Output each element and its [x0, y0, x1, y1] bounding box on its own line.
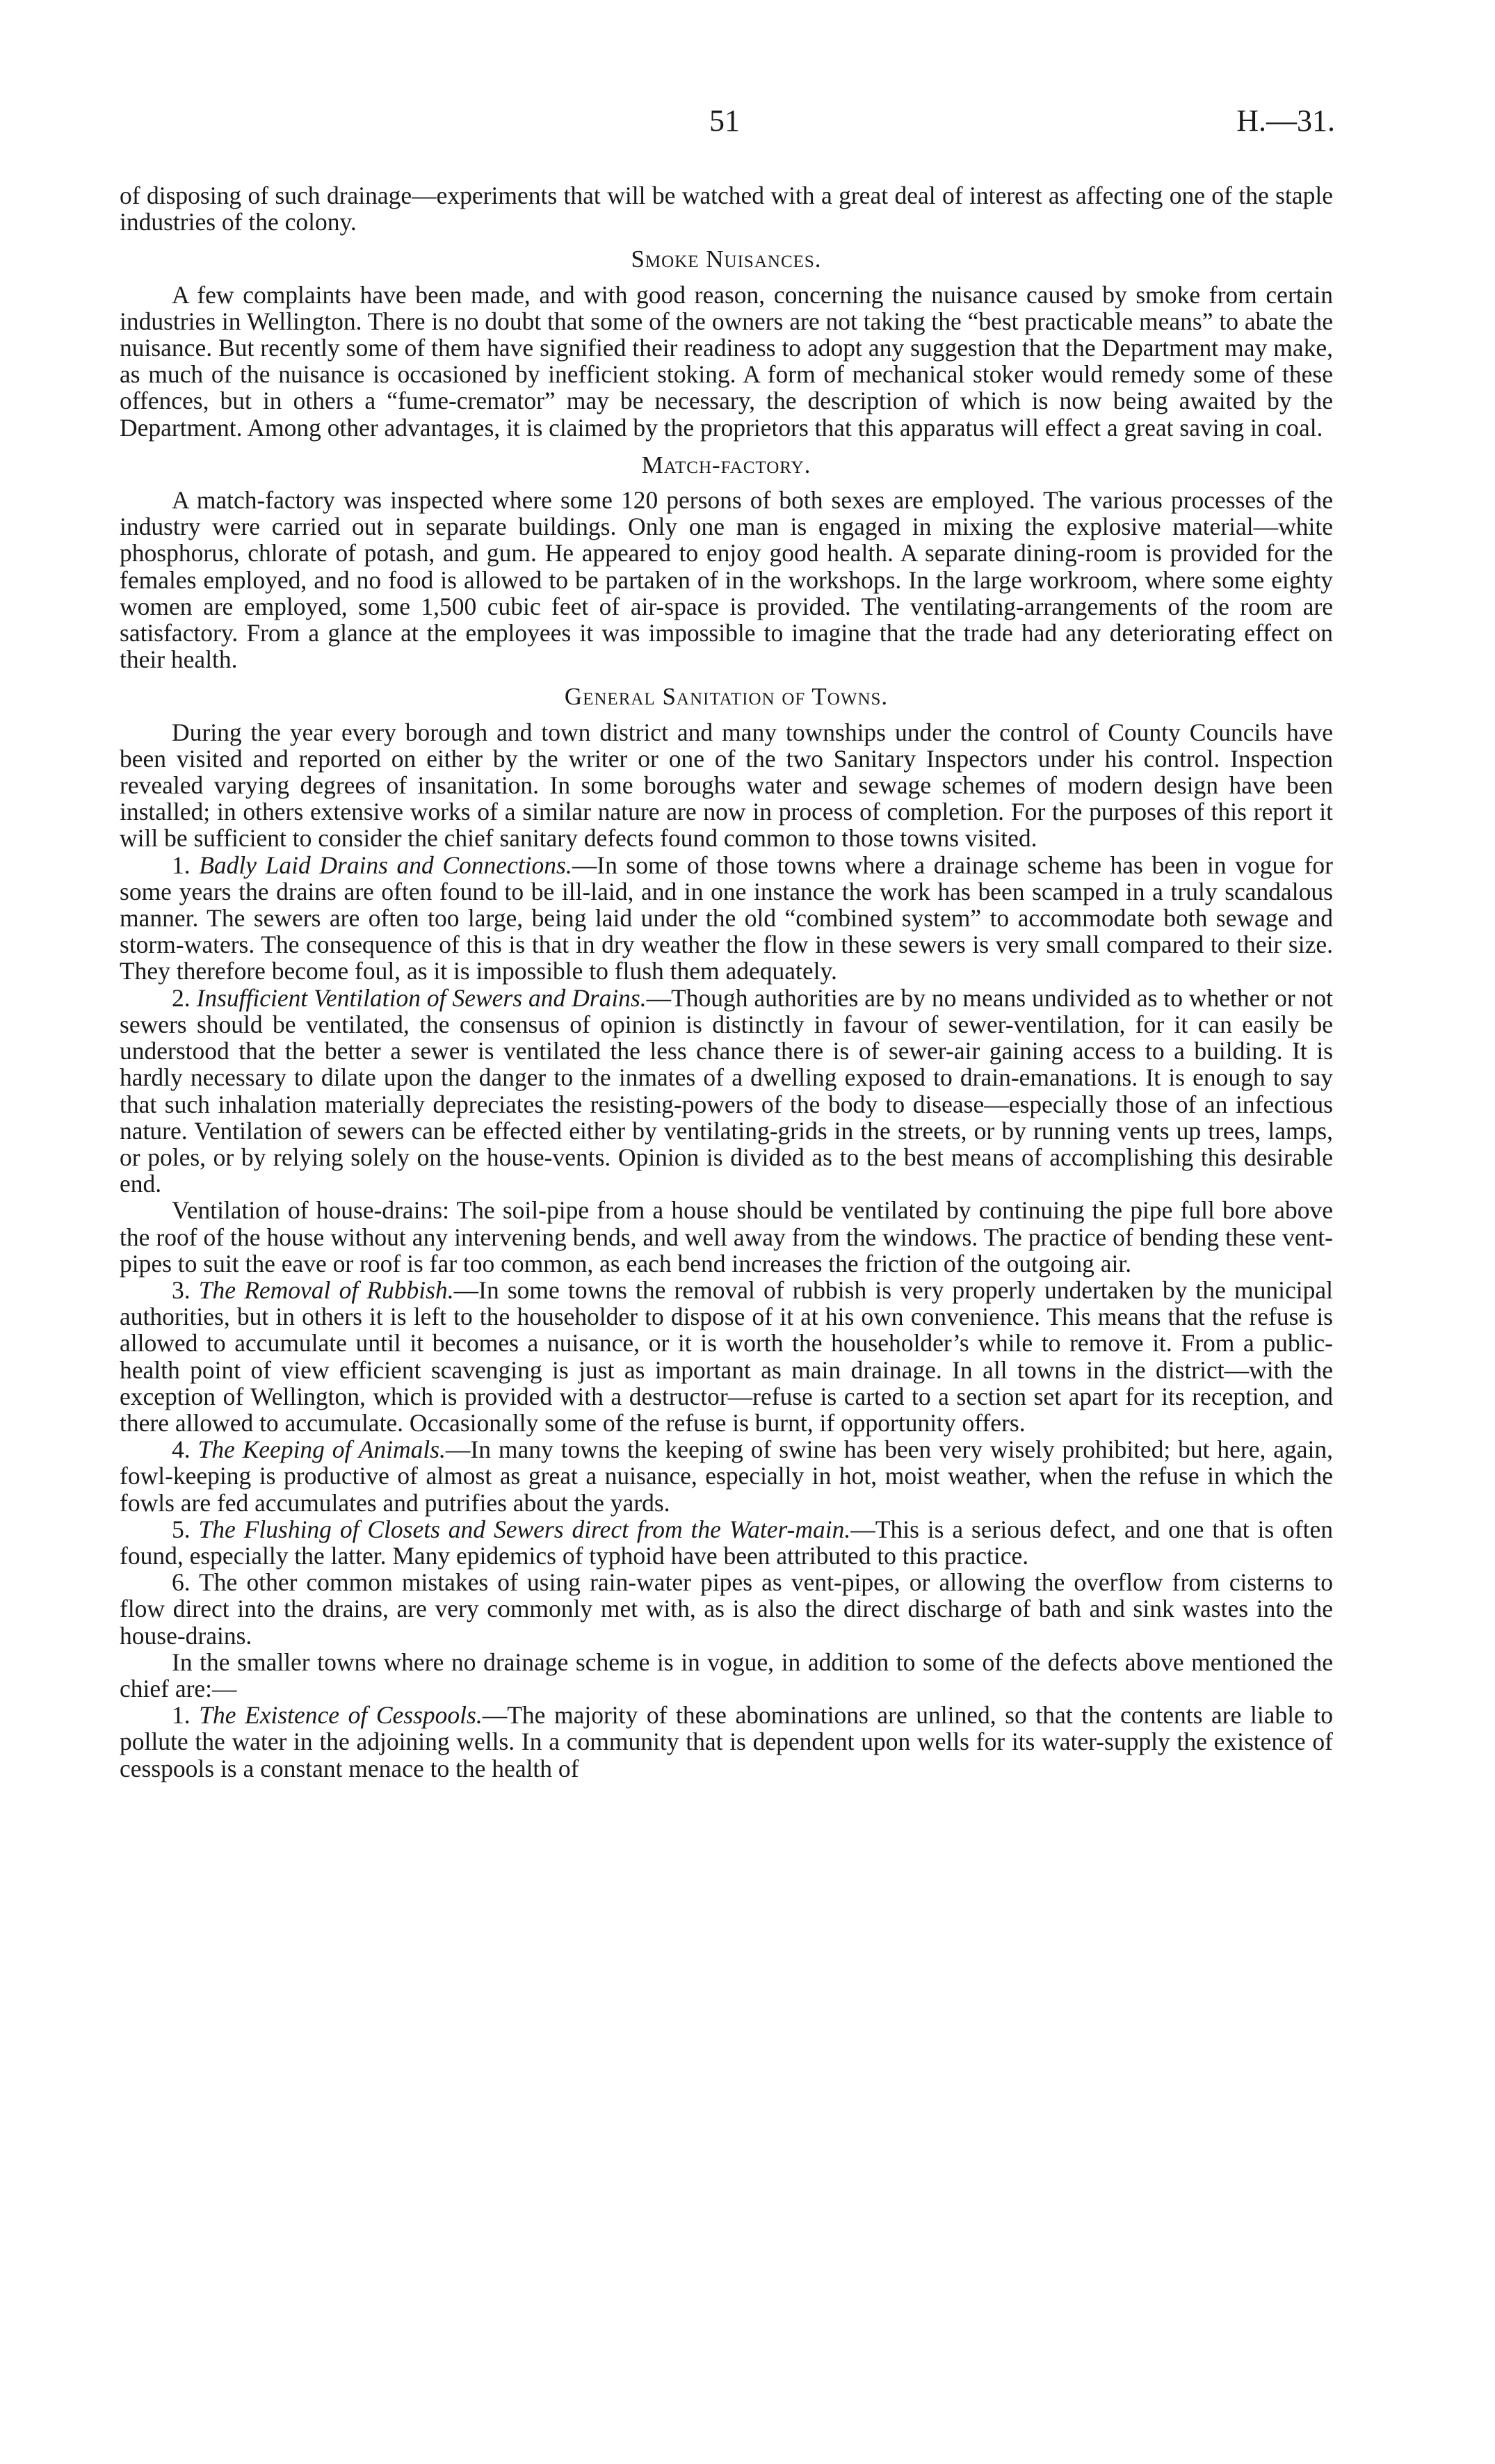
item-title: The Keeping of Animals. — [197, 1435, 446, 1464]
item-text: —The majority of these abominations are unlined, so that the contents are liable to pollute the water in the adjoining wells. In a community that is dependent upon wells for its water-supply the existence of cesspools is a constant menace to the health of — [120, 1701, 1334, 1782]
list-item-drains — [120, 852, 1333, 985]
page-header — [0, 103, 1495, 145]
paragraph-sanitation-intro: During the year every borough and town district and many townships under the control of County Councils have been visited and reported on either by the writer or one of the two Sanitary Inspectors under his control. Inspection revealed varying degrees of insanitation. In some boroughs water and sewage schemes of modern design have been installed; in others extensive works of a similar nature are now in process of completion. For the purposes of this report it will be sufficient to consider the chief sanitary defects found common to those towns visited. — [120, 718, 1333, 853]
item-text: —This is a serious defect, and one that is often found, especially the latter. Many epidemics of typhoid have been attributed to this practice. — [120, 1515, 1334, 1570]
paragraph-smaller-towns: In the smaller towns where no drainage scheme is in vogue, in addition to some of the defects above mentioned the chief are:— — [120, 1648, 1333, 1702]
item-number: 4. — [172, 1435, 191, 1464]
item-title: Insufficient Ventilation of Sewers and Drains. — [196, 983, 647, 1012]
list-item-other-mistakes: 6. The other common mistakes of using rain-water pipes as vent-pipes, or allowing the overflow from cisterns to flow direct into the drains, are very commonly met with, as is also the direct discharge of bath and sink wastes into the house-drains. — [120, 1568, 1333, 1650]
item-number: 1. — [172, 851, 191, 879]
list-item-rubbish — [120, 1277, 1333, 1436]
list-item-cesspools — [120, 1702, 1333, 1782]
page-number: 51 — [709, 104, 740, 138]
item-title: Badly Laid Drains and Connections. — [199, 851, 572, 879]
item-number: 3. — [172, 1275, 191, 1304]
paragraph-match-factory: A match-factory was inspected where some 120 persons of both sexes are employed. The various processes of the industry were carried out in separate buildings. Only one man is engaged in mixing the explosive material—white phosphorus, chlorate of potash, and gum. He appeared to enjoy good health. A separate dining-room is provided for the females employed, and no food is allowed to be partaken of in the workshops. In the large workroom, where some eighty women are employed, some 1,500 cubic feet of air-space is provided. The ventilating-arrangements of the room are satisfactory. From a glance at the employees it was impossible to imagine that the trade had any deteriorating effect on their health. — [120, 486, 1333, 674]
item-title: The Flushing of Closets and Sewers direct from the Water-main. — [198, 1515, 851, 1543]
paragraph-house-drains: Ventilation of house-drains: The soil-pipe from a house should be ventilated by continuing the pipe full bore above the roof of the house without any intervening bends, and well away from the windows. The practice of bending these vent-pipes to suit the eave or roof is far too common, as each bend increases the friction of the outgoing air. — [120, 1196, 1333, 1278]
item-text: —In some of those towns where a drainage scheme has been in vogue for some years the drains are often found to be ill-laid, and in one instance the work has been scamped in a truly scandalous manner. The sewers are often too large, being laid under the old “combined system” to accommodate both sewage and storm-waters. The consequence of this is that in dry weather the flow in these sewers is very small compared to their size. They therefore become foul, as it is impossible to flush them adequately. — [120, 851, 1334, 985]
list-item-ventilation — [120, 985, 1333, 1198]
list-item-flushing — [120, 1516, 1333, 1569]
document-reference: H.—31. — [1236, 104, 1335, 138]
list-item-animals — [120, 1436, 1333, 1516]
item-title: The Existence of Cesspools. — [199, 1701, 483, 1730]
item-number: 2. — [172, 983, 191, 1012]
item-text: —In many towns the keeping of swine has been very wisely prohibited; but here, again, fowl-keeping is productive of almost as great a nuisance, especially in hot, moist weather, when the refuse in which the fowls are fed accumulates and putrifies about the yards. — [120, 1435, 1333, 1517]
intro-paragraph: of disposing of such drainage—experiments that will be watched with a great deal of interest as affecting one of the staple industries of the colony. — [120, 182, 1333, 236]
item-title: The Removal of Rubbish. — [198, 1275, 454, 1304]
item-number: 5. — [172, 1515, 191, 1543]
item-text: —Though authorities are by no means undivided as to whether or not sewers should be ventilated, the consensus of opinion is distinctly in favour of sewer-ventilation, for it can easily be understood that the better a sewer is ventilated the less chance there is of sewer-air gaining access to a building. It is hardly necessary to dilate upon the danger to the inmates of a dwelling exposed to drain-emanations. It is enough to say that such inhalation materially depreciates the resisting-powers of the body to disease—especially those of an infectious nature. Ventilation of sewers can be effected either by ventilating-grids in the streets, or by running vents up trees, lamps, or poles, or by relying solely on the house-vents. Opinion is divided as to the best means of accomplishing this desirable end. — [120, 983, 1333, 1198]
section-heading-sanitation: General Sanitation of Towns. — [564, 683, 889, 711]
section-heading-smoke: Smoke Nuisances. — [631, 245, 822, 273]
item-number: 1. — [172, 1701, 191, 1730]
item-text: —In some towns the removal of rubbish is very properly undertaken by the municipal authorities, but in others it is left to the householder to dispose of it at his own convenience. This means that the refuse is allowed to accumulate until it becomes a nuisance, or it is worth the householder’s while to remove it. From a public-health point of view efficient scavenging is just as important as main drainage. In all towns in the district—with the exception of Wellington, which is provided with a destructor—refuse is carted to a section set apart for its reception, and there allowed to accumulate. Occasionally some of the refuse is burnt, if opportunity offers. — [120, 1275, 1333, 1437]
document-body — [120, 182, 1333, 1782]
paragraph-smoke: A few complaints have been made, and with good reason, concerning the nuisance caused by smoke from certain industries in Wellington. There is no doubt that some of the owners are not taking the “best practicable means” to abate the nuisance. But recently some of them have signified their readiness to adopt any suggestion that the Department may make, as much of the nuisance is occasioned by inefficient stoking. A form of mechanical stoker would remedy some of these offences, but in others a “fume-cremator” may be necessary, the description of which is now being awaited by the Department. Among other advantages, it is claimed by the proprietors that this apparatus will effect a great saving in coal. — [120, 280, 1333, 442]
section-heading-match-factory: Match-factory. — [641, 451, 811, 478]
